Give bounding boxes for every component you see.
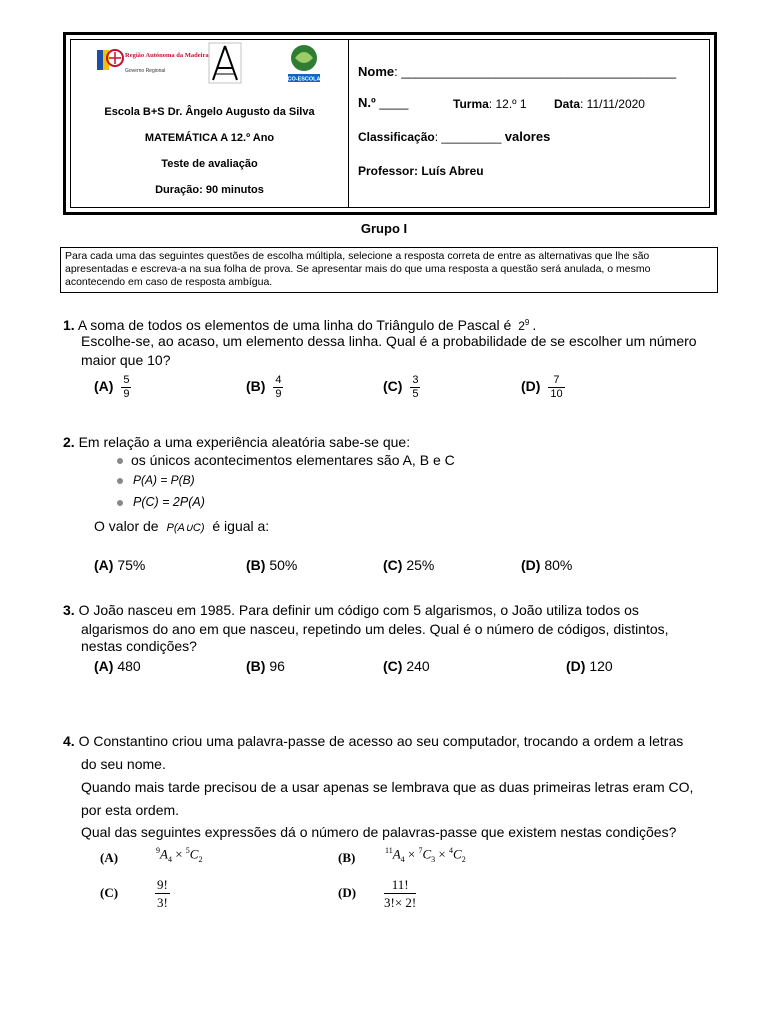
- q1-power: [518, 319, 529, 333]
- class-label: Turma: [453, 97, 489, 111]
- q1-option-a[interactable]: [94, 374, 131, 401]
- q2-option-d-value: 80%: [544, 557, 573, 573]
- q4-option-d-label[interactable]: (D): [338, 885, 357, 900]
- q3-option-d[interactable]: [566, 658, 613, 674]
- q3-option-a-label: (A): [94, 658, 114, 674]
- duration: Duração: 90 minutos: [155, 184, 264, 196]
- q3-line3: nestas condições?: [81, 638, 197, 654]
- q4-d-numerator: 11!: [384, 876, 416, 894]
- q2-bullet-2: P(A) = P(B): [133, 473, 195, 487]
- frac-num: 7: [548, 374, 564, 388]
- q4-d-denominator: 3!× 2!: [384, 895, 417, 910]
- q2-number: 2.: [63, 434, 75, 450]
- q2-question: [94, 517, 269, 538]
- q3-option-d-label: (D): [566, 658, 586, 674]
- name-label: Nome: [358, 64, 395, 79]
- q1-option-a-label: (A): [94, 378, 114, 395]
- eco-schools-logo-icon: [285, 42, 323, 84]
- q1-number: 1.: [63, 317, 75, 333]
- subject-title: MATEMÁTICA A 12.º Ano: [144, 132, 275, 144]
- header-inner: [70, 39, 710, 208]
- number-field: ____: [379, 95, 409, 110]
- q1-option-a-fraction: [121, 374, 131, 401]
- frac-den: 10: [550, 388, 563, 400]
- q2-option-b-label: (B): [246, 557, 266, 573]
- bullet-icon: [117, 500, 123, 506]
- q2-option-c-value: 25%: [406, 557, 435, 573]
- q3-option-a-value: 480: [117, 658, 141, 674]
- date-value: : 11/11/2020: [580, 97, 645, 111]
- q4-option-a-expression[interactable]: $^9A_4 \times ^5C_2$: [156, 846, 203, 864]
- school-logo-icon: [208, 42, 242, 84]
- bullet-icon: [117, 478, 123, 484]
- q3-option-d-value: 120: [589, 658, 613, 674]
- q1-option-c[interactable]: [383, 374, 420, 401]
- q1-option-d-label: (D): [521, 378, 541, 395]
- q2-option-b[interactable]: [246, 557, 297, 573]
- q1-line3: maior que 10?: [81, 352, 171, 368]
- q2-option-a-value: 75%: [117, 557, 146, 573]
- number-line: [358, 95, 408, 110]
- q2-question-text: O valor de: [94, 518, 159, 534]
- frac-num: 5: [123, 374, 130, 386]
- q4-line1: [63, 732, 683, 751]
- q3-option-b-label: (B): [246, 658, 266, 674]
- q2-bullet-3: P(C) = 2P(A): [133, 495, 205, 509]
- q4-option-a-label[interactable]: (A): [100, 850, 119, 865]
- grade-field: : _________: [434, 130, 502, 144]
- q4-number: 4.: [63, 733, 75, 749]
- q4-option-c-label[interactable]: (C): [100, 885, 119, 900]
- q1-option-b[interactable]: [246, 374, 283, 401]
- date-line: [554, 97, 645, 111]
- q3-option-c-value: 240: [406, 658, 430, 674]
- q3-option-b[interactable]: [246, 658, 285, 674]
- q4-option-d-fraction[interactable]: [384, 876, 416, 911]
- class-value: : 12.º 1: [488, 97, 527, 111]
- q2-expression: P(A∪C): [166, 522, 205, 534]
- q1-option-b-fraction: [273, 374, 283, 401]
- header-box: [63, 32, 717, 215]
- q4-line4: por esta ordem.: [81, 802, 180, 818]
- class-line: [453, 97, 527, 111]
- q2-option-d-label: (D): [521, 557, 541, 573]
- regional-logo-icon: [95, 48, 209, 78]
- frac-den: 5: [412, 388, 419, 400]
- q4-c-denominator: 3!: [157, 895, 168, 910]
- grade-label: Classificação: [358, 130, 435, 144]
- bullet-icon: [117, 458, 123, 464]
- q3-line1: [63, 601, 639, 620]
- frac-den: 9: [275, 388, 282, 400]
- school-name: Escola B+S Dr. Ângelo Augusto da Silva: [104, 106, 315, 118]
- q1-power-exp: 9: [524, 318, 530, 327]
- q1-text-1: A soma de todos os elementos de uma linha do Triângulo de Pascal é: [77, 317, 512, 333]
- q2-option-d[interactable]: [521, 557, 572, 573]
- name-line: [358, 64, 676, 79]
- q4-line2: do seu nome.: [81, 756, 166, 772]
- q4-line3: Quando mais tarde precisou de a usar apenas se lembrava que as duas primeiras letras eram CO,: [81, 779, 694, 795]
- q3-option-c[interactable]: [383, 658, 430, 674]
- q2-line1: [63, 433, 410, 452]
- q1-option-c-label: (C): [383, 378, 403, 395]
- q3-text-1: O João nasceu em 1985. Para definir um código com 5 algarismos, o João utiliza todos os: [78, 602, 639, 618]
- grade-line: [358, 129, 550, 144]
- frac-num: 3: [412, 374, 419, 386]
- q2-option-a-label: (A): [94, 557, 114, 573]
- q1-power-base: 2: [518, 319, 525, 333]
- frac-num: 4: [275, 374, 282, 386]
- number-label: N.º: [358, 95, 376, 110]
- teacher: Professor: Luís Abreu: [358, 164, 484, 178]
- date-label: Data: [554, 97, 581, 111]
- q3-option-c-label: (C): [383, 658, 403, 674]
- q1-option-d[interactable]: [521, 374, 565, 401]
- q4-option-b-label[interactable]: (B): [338, 850, 356, 865]
- q4-c-numerator: 9!: [157, 877, 168, 892]
- frac-den: 9: [123, 388, 130, 400]
- q1-line2: Escolhe-se, ao acaso, um elemento dessa linha. Qual é a probabilidade de se escolher um número: [81, 333, 697, 349]
- q2-question-end: é igual a:: [212, 518, 270, 534]
- q3-option-a[interactable]: [94, 658, 141, 674]
- q2-option-b-value: 50%: [269, 557, 298, 573]
- q4-option-c-fraction[interactable]: [155, 876, 170, 911]
- q1-option-c-fraction: [410, 374, 420, 401]
- regional-logo-text: Região Autónoma da Madeira: [125, 52, 209, 59]
- name-field: : ______________________________________: [394, 64, 677, 79]
- q2-text-1: Em relação a uma experiência aleatória sabe-se que:: [78, 434, 411, 450]
- q4-line5: Qual das seguintes expressões dá o número de palavras-passe que existem nestas condições?: [81, 824, 677, 840]
- q2-option-c[interactable]: [383, 557, 434, 573]
- q2-bullet-1: os únicos acontecimentos elementares são A, B e C: [131, 452, 455, 468]
- q1-option-b-label: (B): [246, 378, 266, 395]
- logo-row: [95, 42, 325, 88]
- q3-line2: algarismos do ano em que nasceu, repetindo um deles. Qual é o número de códigos, distintos,: [81, 621, 669, 637]
- q4-text-1: O Constantino criou uma palavra-passe de acesso ao seu computador, trocando a ordem a letras: [78, 733, 684, 749]
- q4-option-b-expression[interactable]: $^{11}A_4 \times ^7C_3 \times ^4C_2$: [385, 846, 466, 864]
- q3-option-b-value: 96: [269, 658, 285, 674]
- q2-option-c-label: (C): [383, 557, 403, 573]
- eco-logo-text: ECO-ESCOLAS: [283, 76, 325, 83]
- test-title: Teste de avaliação: [161, 158, 258, 170]
- instructions-box: Para cada uma das seguintes questões de escolha múltipla, selecione a resposta correta de entre as alternativas que lhe são apresentadas e escreva-a na sua folha de prova. Se apresentar mais do que uma resposta a questão será anulada, o mesmo acontecendo em caso de resposta ambígua.: [60, 247, 718, 293]
- q3-number: 3.: [63, 602, 75, 618]
- grade-unit: valores: [504, 129, 551, 144]
- q1-period: .: [532, 317, 537, 333]
- q1-option-d-fraction: [548, 374, 564, 401]
- header-school-panel: [71, 40, 349, 207]
- regional-logo-subtext: Governo Regional: [125, 68, 166, 74]
- group-title: Grupo I: [360, 221, 408, 236]
- q2-option-a[interactable]: [94, 557, 145, 573]
